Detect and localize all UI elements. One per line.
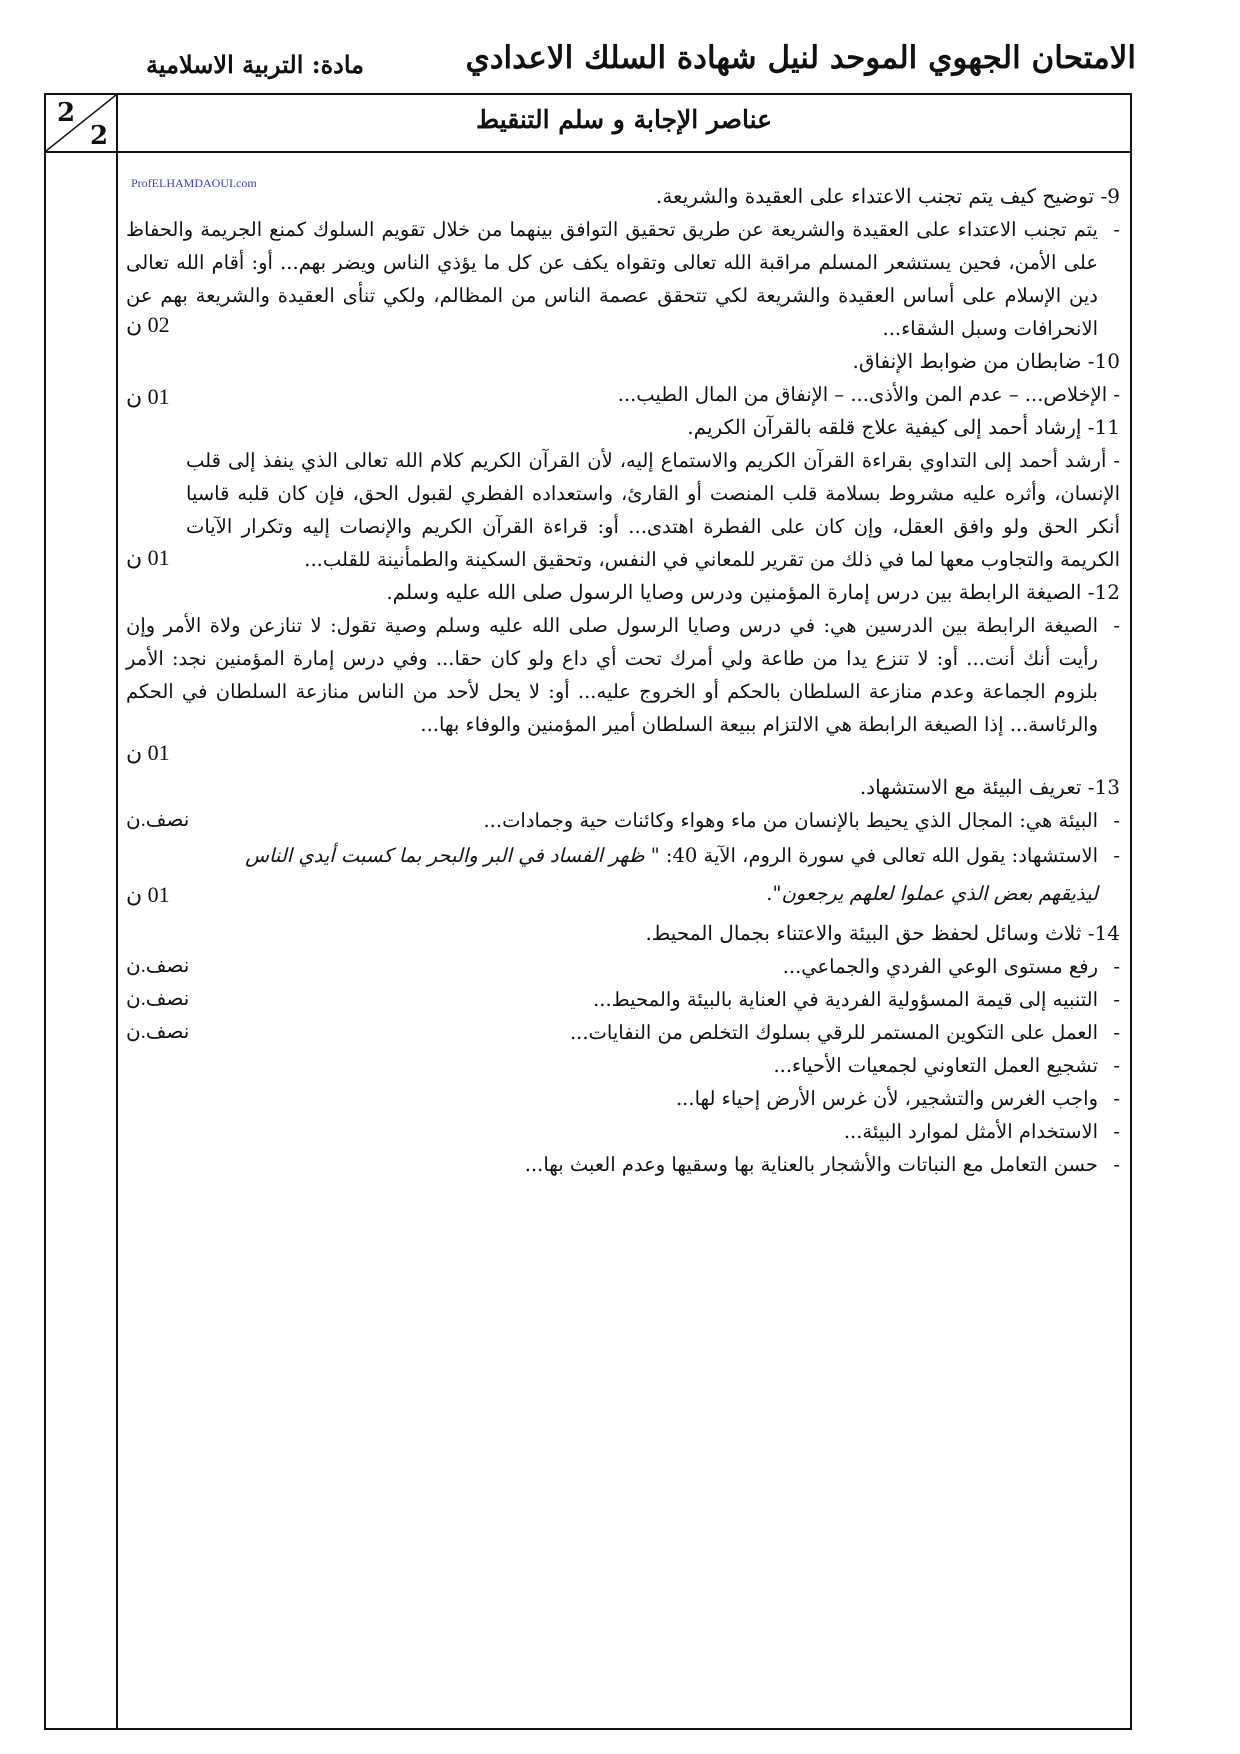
question-11: 11- إرشاد أحمد إلى كيفية علاج قلقه بالقرآن الكريم. <box>687 415 1120 439</box>
score-9: 02 ن <box>126 312 170 337</box>
header-row <box>46 95 1130 153</box>
score-10: 01 ن <box>126 384 170 409</box>
answer-9: - يتم تجنب الاعتداء على العقيدة والشريعة عن طريق تحقيق التوافق بينهما من خلال تقويم السلوك كمنع الجريمة والحفاظ على الأمن، فحين يستشعر المسلم مراقبة الله تعالى وتقواه يكف عن كل ما يؤذي الناس ويضر بهم... أو: أقام الله تعالى دين الإسلام على أساس العقيدة والشريعة لكي تتحقق عصمة الناس من المظالم، ولكي تنأى العقيدة والشريعة بهم عن الانحرافات وسبل الشقاء... <box>126 213 1120 345</box>
question-9: 9- توضيح كيف يتم تجنب الاعتداء على العقيدة والشريعة. <box>655 184 1120 208</box>
answer-11: - أرشد أحمد إلى التداوي بقراءة القرآن الكريم والاستماع إليه، لأن القرآن الكريم كلام الله تعالى الذي ينفذ إلى قلب الإنسان، وأثره عليه مشروط بسلامة قلب المنصت أو القارئ، واستعداده الفطري لقبول الحق، فإن كان قلبه قاسيا أنكر الحق ولو وافق العقل، وإن كان على الفطرة اهتدى... أو: قراءة القرآن الكريم والإنصات إليه وتكرار الآيات الكريمة والتجاوب معها لما في ذلك من تقرير للمعاني في النفس، وتحقيق السكينة والطمأنينة للقلب... <box>186 449 1120 571</box>
citation-intro: الاستشهاد: يقول الله تعالى في سورة الروم، الآية 40: " <box>650 844 1098 867</box>
item-text: رفع مستوى الوعي الفردي والجماعي... <box>782 955 1098 978</box>
item-score: نصف.ن <box>126 955 190 977</box>
item-score: نصف.ن <box>126 988 190 1010</box>
list-item <box>126 1115 1120 1148</box>
question-12: 12- الصيغة الرابطة بين درس إمارة المؤمنين ودرس وصايا الرسول صلى الله عليه وسلم. <box>386 580 1120 604</box>
citation-13 <box>126 837 1120 913</box>
list-item <box>126 1049 1120 1082</box>
verse-part-1: ظهر الفساد في البر والبحر بما كسبت أيدي الناس <box>245 844 645 867</box>
section-title: عناصر الإجابة و سلم التنقيط <box>475 105 773 134</box>
exam-title: الامتحان الجهوي الموحد لنيل شهادة السلك الاعدادي <box>465 40 1136 76</box>
list-item <box>126 1082 1120 1115</box>
list-item <box>126 1148 1120 1181</box>
question-14: 14- ثلاث وسائل لحفظ حق البيئة والاعتناء بجمال المحيط. <box>645 921 1120 945</box>
score-11: 01 ن <box>126 545 170 570</box>
item-text: واجب الغرس والتشجير، لأن غرس الأرض إحياء لها... <box>675 1087 1098 1110</box>
definition-13: البيئة هي: المجال الذي يحيط بالإنسان من ماء وهواء وكائنات حية وجمادات... <box>483 809 1098 832</box>
answer-12: - الصيغة الرابطة بين الدرسين هي: في درس وصايا الرسول صلى الله عليه وسلم وصية تقول: لا تنازعن ولاة الأمر وإن رأيت أنك أنت... أو: لا تنزع يدا من طاعة ولي أمرك تحت أي داع ولو كان حقا... وفي درس إمارة المؤمنين نجد: الأمر بلزوم الجماعة وعدم منازعة السلطان بالحكم أو الخروج عليه... أو: لا يحل لأحد من الناس منازعة السلطان في الحكم والرئاسة... إذا الصيغة الرابطة هي الالتزام ببيعة السلطان أمير المؤمنين والوفاء بها... <box>126 609 1120 741</box>
answer-10: - الإخلاص... – عدم المن والأذى... – الإنفاق من المال الطيب... <box>617 383 1120 406</box>
item-text: التنبيه إلى قيمة المسؤولية الفردية في العناية بالبيئة والمحيط... <box>593 988 1098 1011</box>
page-total: 2 <box>90 121 109 151</box>
score-12: 01 ن <box>126 740 170 765</box>
item-text: العمل على التكوين المستمر للرقي بسلوك التخلص من النفايات... <box>569 1021 1098 1044</box>
subject-label: مادة: التربية الاسلامية <box>146 50 365 79</box>
page-current: 2 <box>57 98 76 128</box>
item-text: الاستخدام الأمثل لموارد البيئة... <box>843 1120 1098 1143</box>
verse-part-2: ليذيقهم بعض الذي عملوا لعلهم يرجعون <box>781 882 1098 905</box>
page-number-column <box>46 95 118 1728</box>
item-score: نصف.ن <box>126 1021 190 1043</box>
list-item <box>126 1016 1120 1049</box>
list-item <box>126 983 1120 1016</box>
answer-content <box>126 180 1120 1181</box>
question-10: 10- ضابطان من ضوابط الإنفاق. <box>852 349 1120 373</box>
definition-13-score: نصف.ن <box>126 809 190 831</box>
watermark: ProfELHAMDAOUI.com <box>131 176 257 190</box>
score-13: 01 ن <box>126 882 170 907</box>
list-item <box>126 950 1120 983</box>
verse-end: ". <box>766 882 782 905</box>
item-text: تشجيع العمل التعاوني لجمعيات الأحياء... <box>773 1054 1098 1077</box>
definition-13-row <box>126 804 1120 837</box>
question-13: 13- تعريف البيئة مع الاستشهاد. <box>859 775 1120 799</box>
item-text: حسن التعامل مع النباتات والأشجار بالعناية بها وسقيها وعدم العبث بها... <box>524 1153 1098 1176</box>
